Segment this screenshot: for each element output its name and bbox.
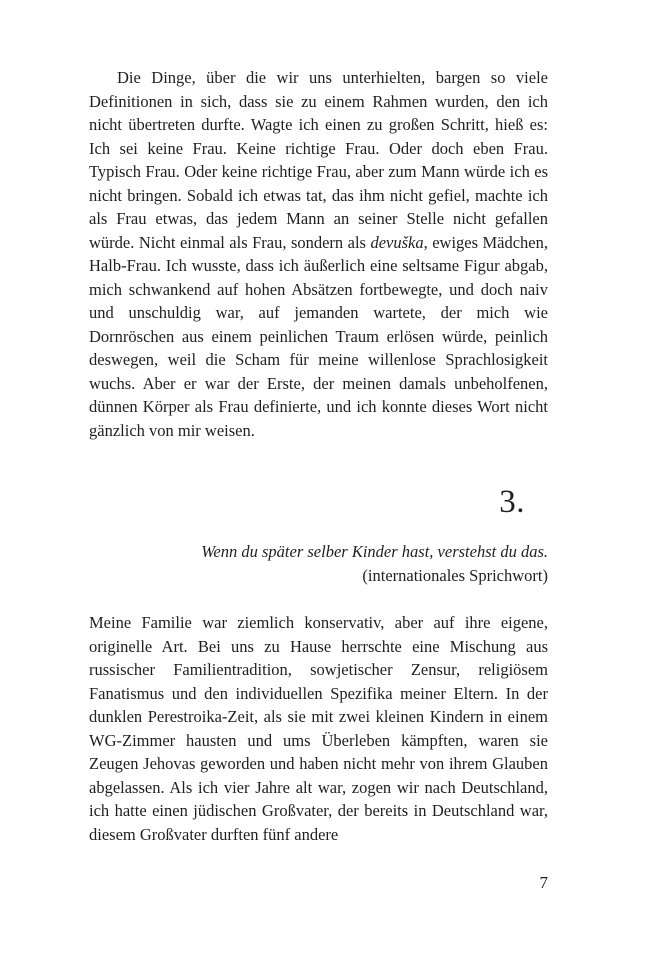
epigraph-attribution: (internationales Sprichwort) <box>362 565 548 585</box>
page-number: 7 <box>539 873 548 892</box>
epigraph-text: Wenn du später selber Kinder hast, verstehst du das. <box>201 542 548 561</box>
text-block <box>89 66 548 846</box>
paragraph-1-text-continued: , ewiges Mädchen, Halb-Frau. Ich wusste, dass ich äußerlich eine seltsame Figur abgab, mich schwankend auf hohen Absätzen fortbewegte, und doch naiv und unschuldig war, auf jemanden wartete, der mich wie Dornröschen aus einem peinlichen Traum erlösen würde, peinlich deswegen, weil die Scham für meine willenlose Sprachlosigkeit wuchs. Aber er war der Erste, der meinen damals unbeholfenen, dünnen Körper als Frau definierte, und ich konnte dieses Wort nicht gänzlich von mir weisen. <box>89 232 548 440</box>
paragraph-2: Meine Familie war ziemlich konservativ, aber auf ihre eigene, originelle Art. Bei uns zu Hause herrschte eine Mischung aus russischer Familientradition, sowjetischer Zensur, religiösem Fanatismus und den individuellen Spezifika meiner Eltern. In der dunklen Perestroika-Zeit, als sie mit zwei kleinen Kindern in einem WG-Zimmer hausten und ums Überleben kämpften, waren sie Zeugen Jehovas geworden und haben nicht mehr von ihrem Glauben abgelassen. Als ich vier Jahre alt war, zogen wir nach Deutschland, ich hatte einen jüdischen Großvater, der bereits in Deutschland war, diesem Großvater durften fünf andere <box>89 613 548 844</box>
epigraph <box>89 540 548 587</box>
italic-term-devushka: devuška <box>370 232 424 252</box>
chapter-number-heading: 3. <box>499 484 525 520</box>
paragraph-1-text: Die Dinge, über die wir uns unterhielten, bargen so viele Definitionen in sich, dass sie zu einem Rahmen wurden, den ich nicht übertreten durfte. Wagte ich einen zu großen Schritt, hieß es: Ich sei keine Frau. Keine richtige Frau. Oder doch eben Frau. Typisch Frau. Oder keine richtige Frau, aber zum Mann würde ich es nicht bringen. Sobald ich etwas tat, das ihm nicht gefiel, machte ich als Frau etwas, das jedem Mann an seiner Stelle nicht gefallen würde. Nicht einmal als Frau, sondern als <box>89 68 548 252</box>
paragraph-1 <box>89 66 548 442</box>
